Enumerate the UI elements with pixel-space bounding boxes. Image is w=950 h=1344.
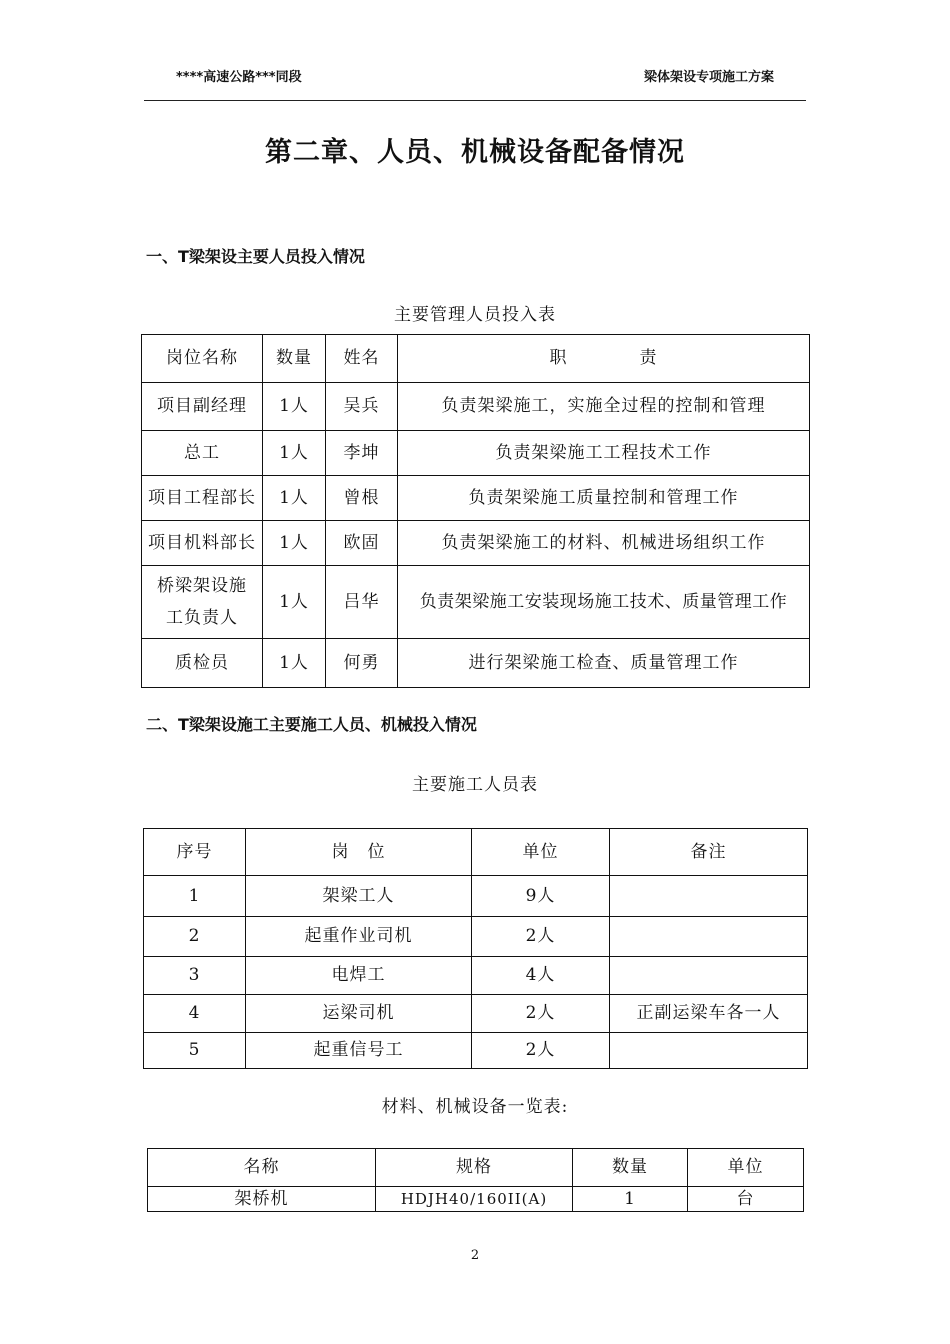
table-row (142, 383, 810, 431)
equipment-table-caption: 材料、机械设备一览表: (381, 1097, 569, 1117)
unit-cell: 9人 (472, 876, 610, 917)
column-header: 姓名 (326, 335, 398, 383)
column-header: 数量 (573, 1149, 688, 1187)
name-cell: 吕华 (326, 566, 398, 639)
name-cell: 欧固 (326, 521, 398, 566)
quantity-cell: 1人 (263, 431, 326, 476)
unit-cell: 2人 (472, 917, 610, 957)
table-row (144, 995, 808, 1033)
table-row (144, 917, 808, 957)
duty-cell: 负责架梁施工工程技术工作 (398, 431, 810, 476)
position-cell: 项目工程部长 (142, 476, 263, 521)
remark-cell (610, 917, 808, 957)
position-cell: 质检员 (142, 639, 263, 688)
column-header: 名称 (148, 1149, 376, 1187)
index-cell: 2 (144, 917, 246, 957)
table-header-row (144, 829, 808, 876)
index-cell: 1 (144, 876, 246, 917)
equipment-table (147, 1148, 804, 1212)
duty-cell: 负责架梁施工质量控制和管理工作 (398, 476, 810, 521)
table-row (144, 1033, 808, 1069)
duty-cell: 负责架梁施工安装现场施工技术、质量管理工作 (398, 566, 810, 639)
header-divider (144, 100, 806, 101)
position-cell: 项目副经理 (142, 383, 263, 431)
table-row (144, 957, 808, 995)
table-row (142, 476, 810, 521)
quantity-cell: 1人 (263, 476, 326, 521)
quantity-cell: 1人 (263, 383, 326, 431)
column-header: 职 责 (398, 335, 810, 383)
quantity-cell: 1人 (263, 521, 326, 566)
unit-cell: 4人 (472, 957, 610, 995)
page-number: 2 (470, 1248, 480, 1263)
column-header: 规格 (376, 1149, 573, 1187)
position-cell: 项目机料部长 (142, 521, 263, 566)
section2-heading: 二、T梁架设施工主要施工人员、机械投入情况 (146, 715, 477, 734)
table-row (142, 639, 810, 688)
remark-cell (610, 876, 808, 917)
column-header: 数量 (263, 335, 326, 383)
position-cell: 总工 (142, 431, 263, 476)
table-header-row (142, 335, 810, 383)
column-header: 岗 位 (246, 829, 472, 876)
duty-cell: 进行架梁施工检查、质量管理工作 (398, 639, 810, 688)
specification-cell: HDJH40/160II(A) (376, 1187, 573, 1212)
index-cell: 3 (144, 957, 246, 995)
column-header: 岗位名称 (142, 335, 263, 383)
position-cell: 架梁工人 (246, 876, 472, 917)
table-header-row (148, 1149, 804, 1187)
column-header: 序号 (144, 829, 246, 876)
position-cell: 起重作业司机 (246, 917, 472, 957)
position-cell: 起重信号工 (246, 1033, 472, 1069)
section2-table-caption: 主要施工人员表 (412, 775, 538, 795)
table-row (144, 876, 808, 917)
name-cell: 吴兵 (326, 383, 398, 431)
quantity-cell: 1人 (263, 566, 326, 639)
column-header: 单位 (688, 1149, 804, 1187)
chapter-title: 第二章、人员、机械设备配备情况 (265, 137, 685, 168)
unit-cell: 2人 (472, 1033, 610, 1069)
table-row (148, 1187, 804, 1212)
section1-heading: 一、T梁架设主要人员投入情况 (146, 247, 365, 266)
header-right-text: 梁体架设专项施工方案 (643, 70, 774, 85)
table-row (142, 566, 810, 639)
management-staff-table (141, 334, 810, 688)
index-cell: 4 (144, 995, 246, 1033)
column-header: 单位 (472, 829, 610, 876)
equipment-name-cell: 架桥机 (148, 1187, 376, 1212)
remark-cell (610, 1033, 808, 1069)
position-cell: 运梁司机 (246, 995, 472, 1033)
column-header: 备注 (610, 829, 808, 876)
duty-cell: 负责架梁施工，实施全过程的控制和管理 (398, 383, 810, 431)
name-cell: 李坤 (326, 431, 398, 476)
position-cell: 电焊工 (246, 957, 472, 995)
unit-cell: 台 (688, 1187, 804, 1212)
section1-table-caption: 主要管理人员投入表 (394, 305, 556, 325)
construction-staff-table (143, 828, 808, 1069)
name-cell: 何勇 (326, 639, 398, 688)
unit-cell: 2人 (472, 995, 610, 1033)
table-row (142, 521, 810, 566)
table-row (142, 431, 810, 476)
name-cell: 曾根 (326, 476, 398, 521)
header-left-text: ****高速公路***同段 (176, 70, 302, 85)
index-cell: 5 (144, 1033, 246, 1069)
remark-cell (610, 957, 808, 995)
remark-cell: 正副运梁车各一人 (610, 995, 808, 1033)
duty-cell: 负责架梁施工的材料、机械进场组织工作 (398, 521, 810, 566)
quantity-cell: 1人 (263, 639, 326, 688)
position-cell: 桥梁架设施工负责人 (142, 566, 263, 639)
quantity-cell: 1 (573, 1187, 688, 1212)
